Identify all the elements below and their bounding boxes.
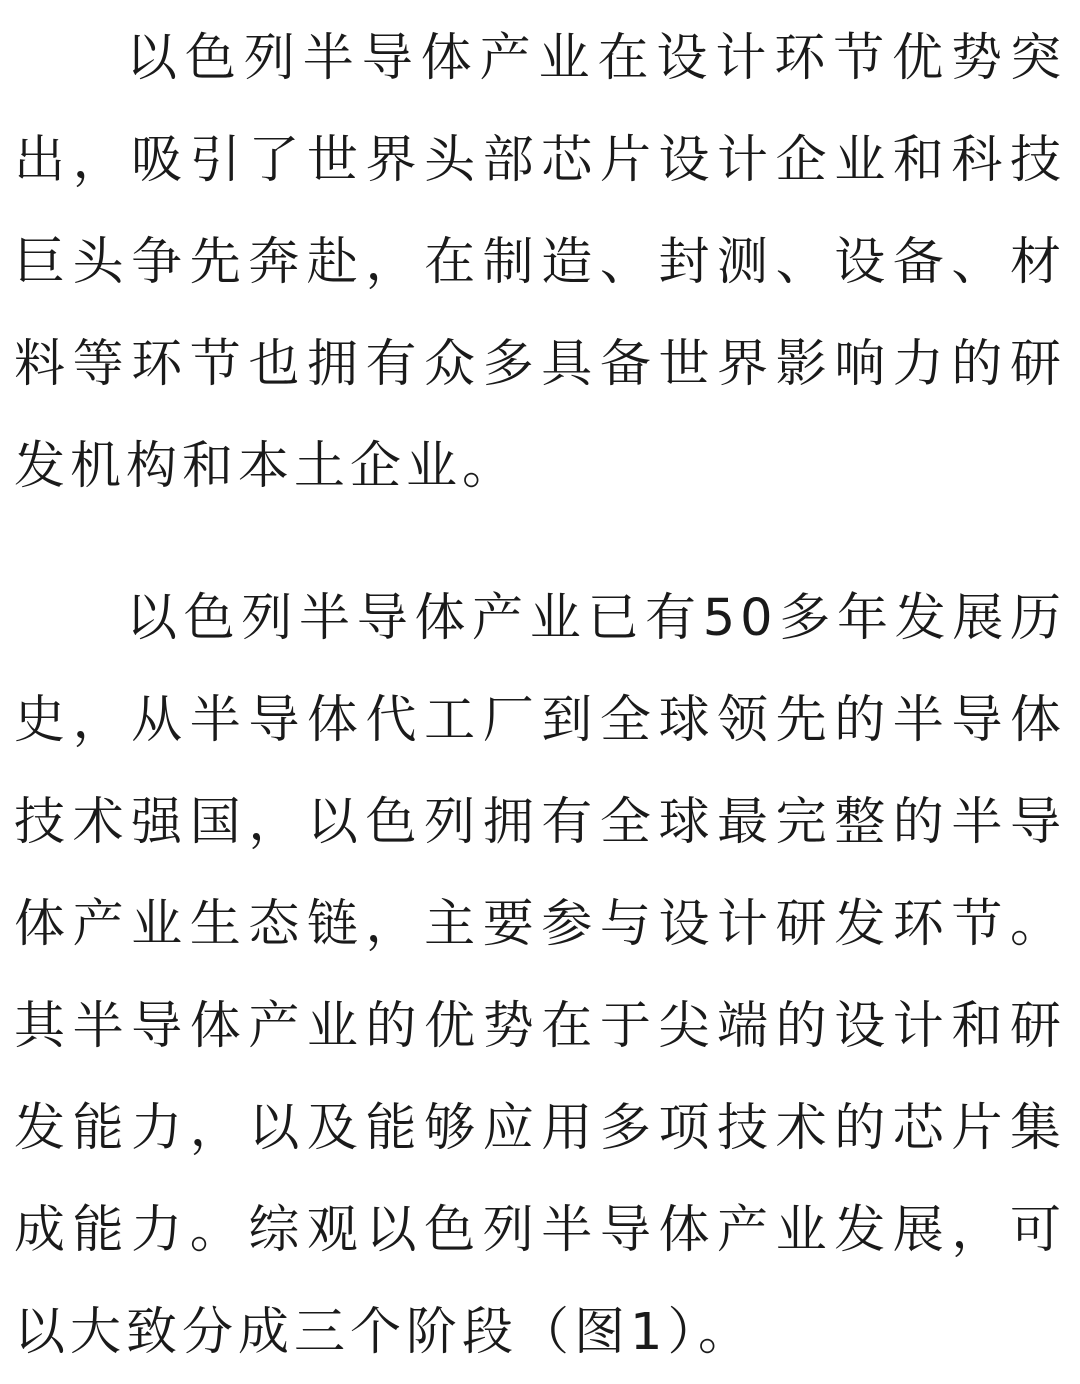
paragraph-industry-history: 以色列半导体产业已有50多年发展历史，从半导体代工厂到全球领先的半导体技术强国，以色列拥有全球最完整的半导体产业生态链，主要参与设计研发环节。其半导体产业的优势在于尖端的设计和研发能力，以及能够应用多项技术的芯片集成能力。综观以色列半导体产业发展，可以大致分成三个阶段（图1）。 <box>14 589 1066 1362</box>
paragraph-design-advantage: 以色列半导体产业在设计环节优势突出，吸引了世界头部芯片设计企业和科技巨头争先奔赴，在制造、封测、设备、材料等环节也拥有众多具备世界影响力的研发机构和本土企业。 <box>14 29 1066 496</box>
